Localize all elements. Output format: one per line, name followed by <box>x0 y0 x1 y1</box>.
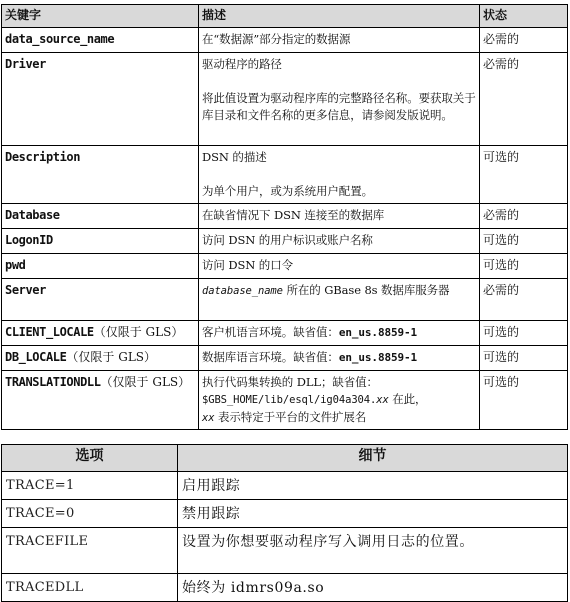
table-row <box>2 53 568 146</box>
description-cell <box>199 371 480 430</box>
header-detail: 细节 <box>178 445 568 472</box>
table-row <box>2 279 568 321</box>
header-option: 选项 <box>2 445 178 472</box>
option-cell: TRACEDLL <box>2 574 178 602</box>
table-row <box>2 28 568 53</box>
option-cell: TRACE=1 <box>2 472 178 500</box>
description-text: 数据库语言环境。缺省值： <box>202 350 339 364</box>
keyword-cell <box>2 321 199 346</box>
description-text: 表示特定于平台的文件扩展名 <box>214 410 367 424</box>
status-cell: 必需的 <box>480 279 568 321</box>
description-detail: 将此值设置为驱动程序库的完整路径名称。要获取关于库目录和文件名称的更多信息，请参阅发版说明。 <box>202 91 476 122</box>
table-row <box>2 574 568 602</box>
keyword-text: CLIENT_LOCALE <box>5 325 94 339</box>
description-cell <box>199 146 480 204</box>
description-text: 在此， <box>388 392 427 406</box>
status-cell: 必需的 <box>480 28 568 53</box>
table-row <box>2 146 568 204</box>
description-path: $GBS_HOME/lib/esql/ig04a304. <box>202 394 377 406</box>
keyword-note: （仅限于 GLS） <box>66 350 157 364</box>
table-row <box>2 472 568 500</box>
description-italic: database_name <box>202 285 283 297</box>
keyword-cell: data_source_name <box>2 28 199 53</box>
keyword-cell: LogonID <box>2 229 199 254</box>
table-row <box>2 528 568 574</box>
keyword-cell <box>2 371 199 430</box>
keyword-table-header <box>2 5 568 28</box>
keyword-table <box>1 4 568 430</box>
option-cell: TRACE=0 <box>2 500 178 528</box>
description-text: DSN 的描述 <box>202 150 267 164</box>
status-cell: 可选的 <box>480 346 568 371</box>
status-cell: 可选的 <box>480 229 568 254</box>
description-detail: 为单个用户，或为系统用户配置。 <box>202 184 373 198</box>
description-ext: xx <box>202 412 215 424</box>
trace-options-table <box>1 444 568 602</box>
detail-cell: 禁用跟踪 <box>178 500 568 528</box>
table-row <box>2 254 568 279</box>
keyword-cell: Server <box>2 279 199 321</box>
description-cell <box>199 321 480 346</box>
table-row <box>2 229 568 254</box>
trace-table-header <box>2 445 568 472</box>
description-cell: 访问 DSN 的用户标识或账户名称 <box>199 229 480 254</box>
table-row <box>2 371 568 430</box>
description-default: en_us.8859-1 <box>338 351 418 364</box>
table-row <box>2 346 568 371</box>
description-cell: 访问 DSN 的口令 <box>199 254 480 279</box>
description-text: 执行代码集转换的 DLL；缺省值： <box>202 375 378 389</box>
table-row <box>2 500 568 528</box>
status-cell: 可选的 <box>480 254 568 279</box>
keyword-cell: pwd <box>2 254 199 279</box>
keyword-cell: Database <box>2 204 199 229</box>
detail-cell: 设置为你想要驱动程序写入调用日志的位置。 <box>178 528 568 574</box>
detail-cell: 始终为 idmrs09a.so <box>178 574 568 602</box>
header-keyword: 关键字 <box>2 5 199 28</box>
header-description: 描述 <box>199 5 480 28</box>
table-row <box>2 321 568 346</box>
status-cell: 必需的 <box>480 204 568 229</box>
keyword-cell: Driver <box>2 53 199 146</box>
keyword-text: TRANSLATIONDLL <box>5 375 101 389</box>
description-cell <box>199 279 480 321</box>
description-text: 驱动程序的路径 <box>202 57 282 71</box>
description-ext: xx <box>376 394 389 406</box>
status-cell: 必需的 <box>480 53 568 146</box>
description-cell: 在缺省情况下 DSN 连接至的数据库 <box>199 204 480 229</box>
header-status: 状态 <box>480 5 568 28</box>
keyword-cell: Description <box>2 146 199 204</box>
option-cell: TRACEFILE <box>2 528 178 574</box>
status-cell: 可选的 <box>480 146 568 204</box>
description-text: 所在的 GBase 8s 数据库服务器 <box>282 283 450 297</box>
table-row <box>2 204 568 229</box>
status-cell: 可选的 <box>480 371 568 430</box>
detail-cell: 启用跟踪 <box>178 472 568 500</box>
status-cell: 可选的 <box>480 321 568 346</box>
keyword-note: （仅限于 GLS） <box>100 375 191 389</box>
keyword-text: DB_LOCALE <box>5 350 67 364</box>
keyword-note: （仅限于 GLS） <box>93 325 184 339</box>
description-default: en_us.8859-1 <box>338 326 418 339</box>
description-cell <box>199 53 480 146</box>
keyword-cell <box>2 346 199 371</box>
description-cell: 在“数据源”部分指定的数据源 <box>199 28 480 53</box>
description-cell <box>199 346 480 371</box>
description-text: 客户机语言环境。缺省值： <box>202 325 339 339</box>
